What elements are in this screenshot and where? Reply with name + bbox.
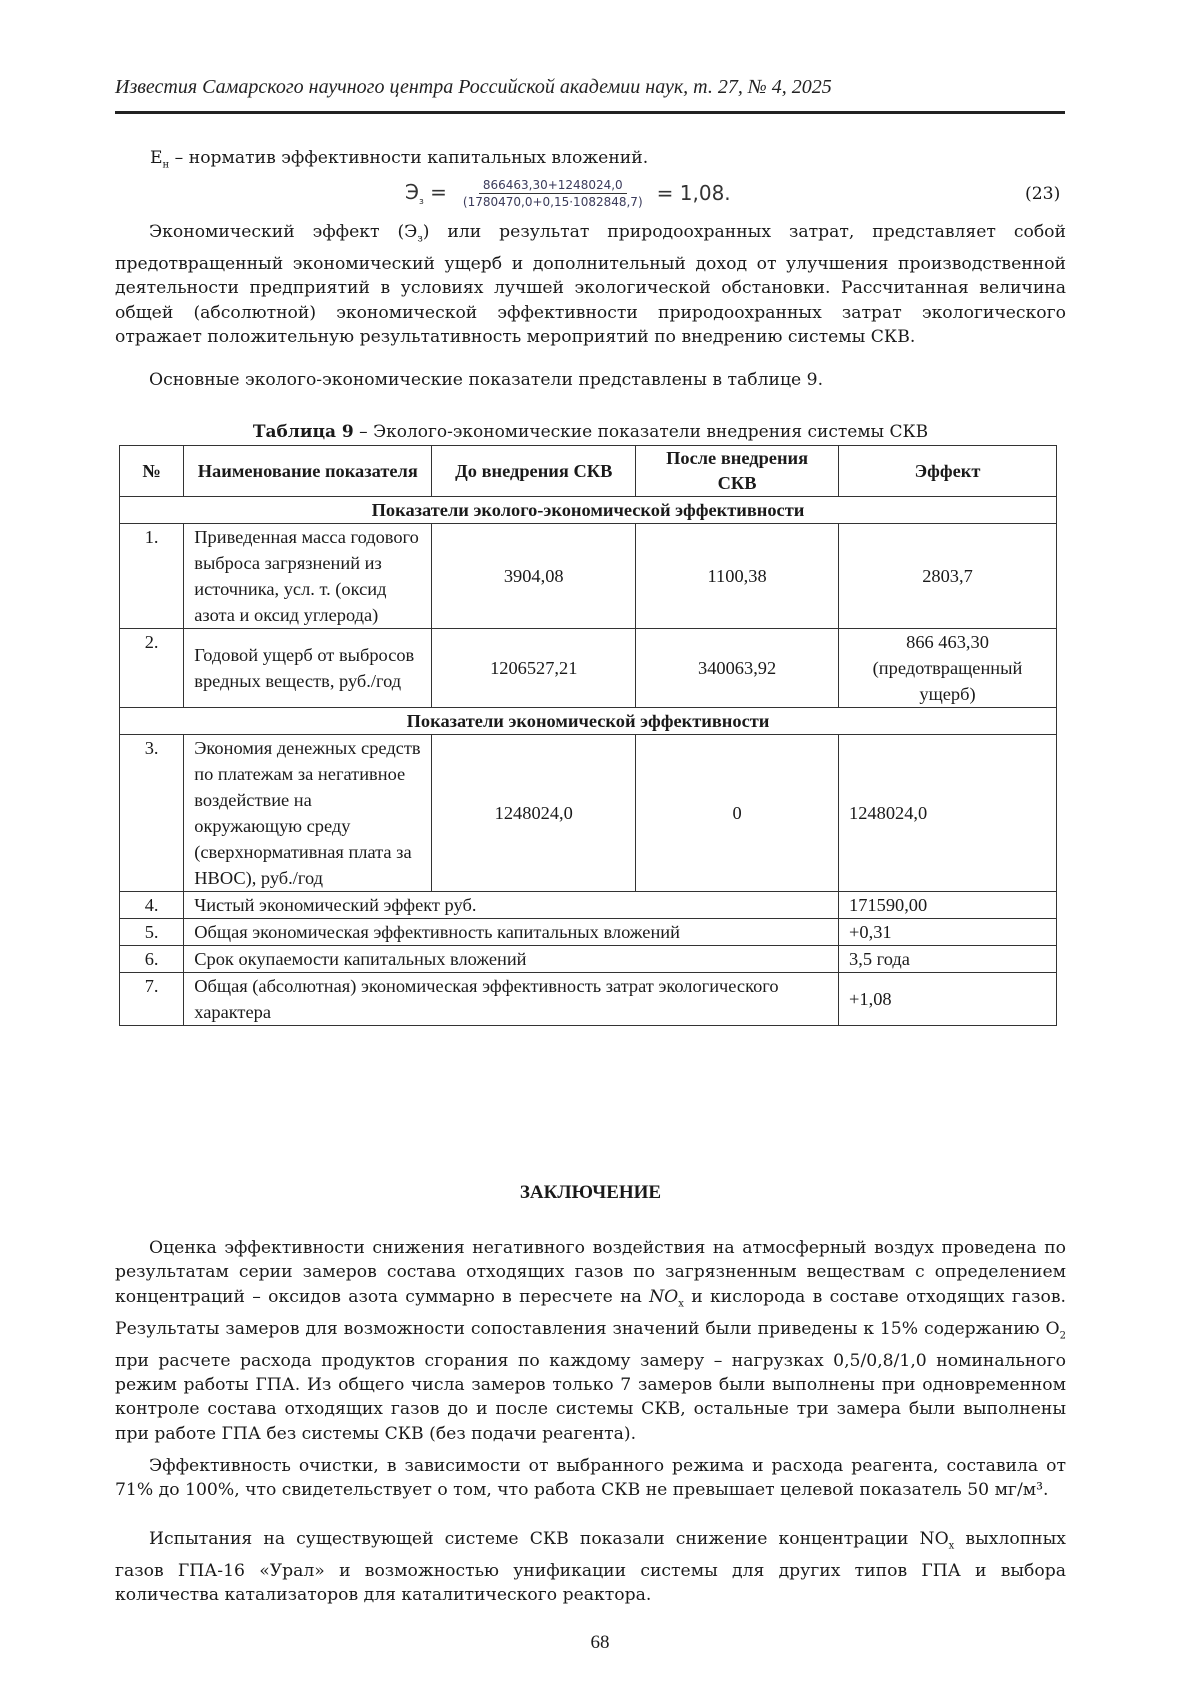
header-before: До внедрения СКВ [432,446,636,497]
table-header-row [120,446,1057,497]
table-row [120,946,1057,973]
header-divider [115,111,1065,114]
table-9 [119,445,1057,1026]
row-no: 2. [120,629,184,708]
row-name: Общая экономическая эффективность капитальных вложений [184,919,839,946]
row-effect: 1248024,0 [839,735,1057,892]
table-row [120,735,1057,892]
table-row [120,524,1057,629]
formula-lhs: $Э_з$ = [405,179,447,207]
table-row [120,892,1057,919]
table-row [120,973,1057,1026]
header-no: № [120,446,184,497]
paragraph-conclusion-3: Испытания на существующей системе СКВ показали снижение концентрации $NO_x$ выхлопных газов ГПА-16 «Урал» и возможностью унификации системы для других типов ГПА и выбора количества катализаторов для каталитического реактора. [115,1529,1066,1606]
conclusion-heading: ЗАКЛЮЧЕНИЕ [519,1182,662,1203]
row-effect: +0,31 [839,919,1057,946]
row-no: 4. [120,892,184,919]
formula-23 [405,168,731,218]
row-after: 1100,38 [636,524,839,629]
header-effect: Эффект [839,446,1057,497]
en-symbol: Е [150,148,163,168]
row-after: 0 [636,735,839,892]
section-row [120,497,1057,524]
row-no: 6. [120,946,184,973]
section-eco-economic: Показатели эколого-экономической эффективности [120,497,1057,524]
section-row [120,708,1057,735]
formula-numerator: 866463,30+1248024,0 [479,178,627,194]
formula-fraction [463,178,643,209]
table-caption: Таблица 9 – Эколого-экономические показатели внедрения системы СКВ [252,422,929,442]
row-no: 5. [120,919,184,946]
en-text: – норматив эффективности капитальных вложений. [169,148,649,168]
equation-number: (23) [1025,184,1061,204]
header-name: Наименование показателя [184,446,432,497]
formula-result: = 1,08. [656,181,731,205]
section-economic: Показатели экономической эффективности [120,708,1057,735]
row-name: Годовой ущерб от выбросов вредных веществ, руб./год [184,629,432,708]
table-row [120,629,1057,708]
paragraph-economic-effect: Экономический эффект $(Э_з)$ или результат природоохранных затрат, представляет собой предотвращенный экономический ущерб и дополнительный доход от улучшения производственной деятельности предприятий в условиях лучшей экологической обстановки. Рассчитанная величина общей (абсолютной) экономической эффективности природоохранных затрат экологического отражает положительную результативность мероприятий по внедрению системы СКВ. [115,222,1066,348]
row-before: 1206527,21 [432,629,636,708]
en-subscript: н [162,159,170,171]
formula-denominator: (1780470,0+0,15·1082848,7) [462,194,643,209]
row-effect: 2803,7 [839,524,1057,629]
paragraph-conclusion-1: Оценка эффективности снижения негативного воздействия на атмосферный воздух проведена по результатам серии замеров состава отходящих газов по загрязненным веществам с определением концентраций – оксидов азота суммарно в пересчете на $NO_x$ и кислорода в составе отходящих газов. Результаты замеров для возможности сопоставления значений были приведены к 15% содержанию $O_2$ при расчете расхода продуктов сгорания по каждому замеру – нагрузках 0,5/0,8/1,0 номинального режим работы ГПА. Из общего числа замеров только 7 замеров были выполнены при одновременном контроле состава отходящих газов до и после системы СКВ, остальные три замера были выполнены при работе ГПА без системы СКВ (без подачи реагента). [115,1238,1066,1444]
page-number: 68 [590,1632,610,1653]
journal-header: Известия Самарского научного центра Российской академии наук, т. 27, № 4, 2025 [115,76,832,98]
paragraph-conclusion-2: Эффективность очистки, в зависимости от выбранного режима и расхода реагента, составила от 71% до 100%, что свидетельствует о том, что работа СКВ не превышает целевой показатель 50 мг/м³. [115,1456,1066,1501]
row-after: 340063,92 [636,629,839,708]
row-name: Срок окупаемости капитальных вложений [184,946,839,973]
row-effect: 3,5 года [839,946,1057,973]
row-no: 1. [120,524,184,629]
row-name: Приведенная масса годового выброса загрязнений из источника, усл. т. (оксид азота и оксид углерода) [184,524,432,629]
row-effect: 866 463,30 (предотвращенный ущерб) [839,629,1057,708]
paragraph-table-ref: Основные эколого-экономические показатели представлены в таблице 9. [149,370,824,390]
row-no: 3. [120,735,184,892]
row-name: Экономия денежных средств по платежам за негативное воздействие на окружающую среду (сверхнормативная плата за НВОС), руб./год [184,735,432,892]
row-name: Общая (абсолютная) экономическая эффективность затрат экологического характера [184,973,839,1026]
row-no: 7. [120,973,184,1026]
table-row [120,919,1057,946]
row-effect: +1,08 [839,973,1057,1026]
row-effect: 171590,00 [839,892,1057,919]
row-name: Чистый экономический эффект руб. [184,892,839,919]
header-after: После внедрения СКВ [636,446,839,497]
row-before: 1248024,0 [432,735,636,892]
row-before: 3904,08 [432,524,636,629]
